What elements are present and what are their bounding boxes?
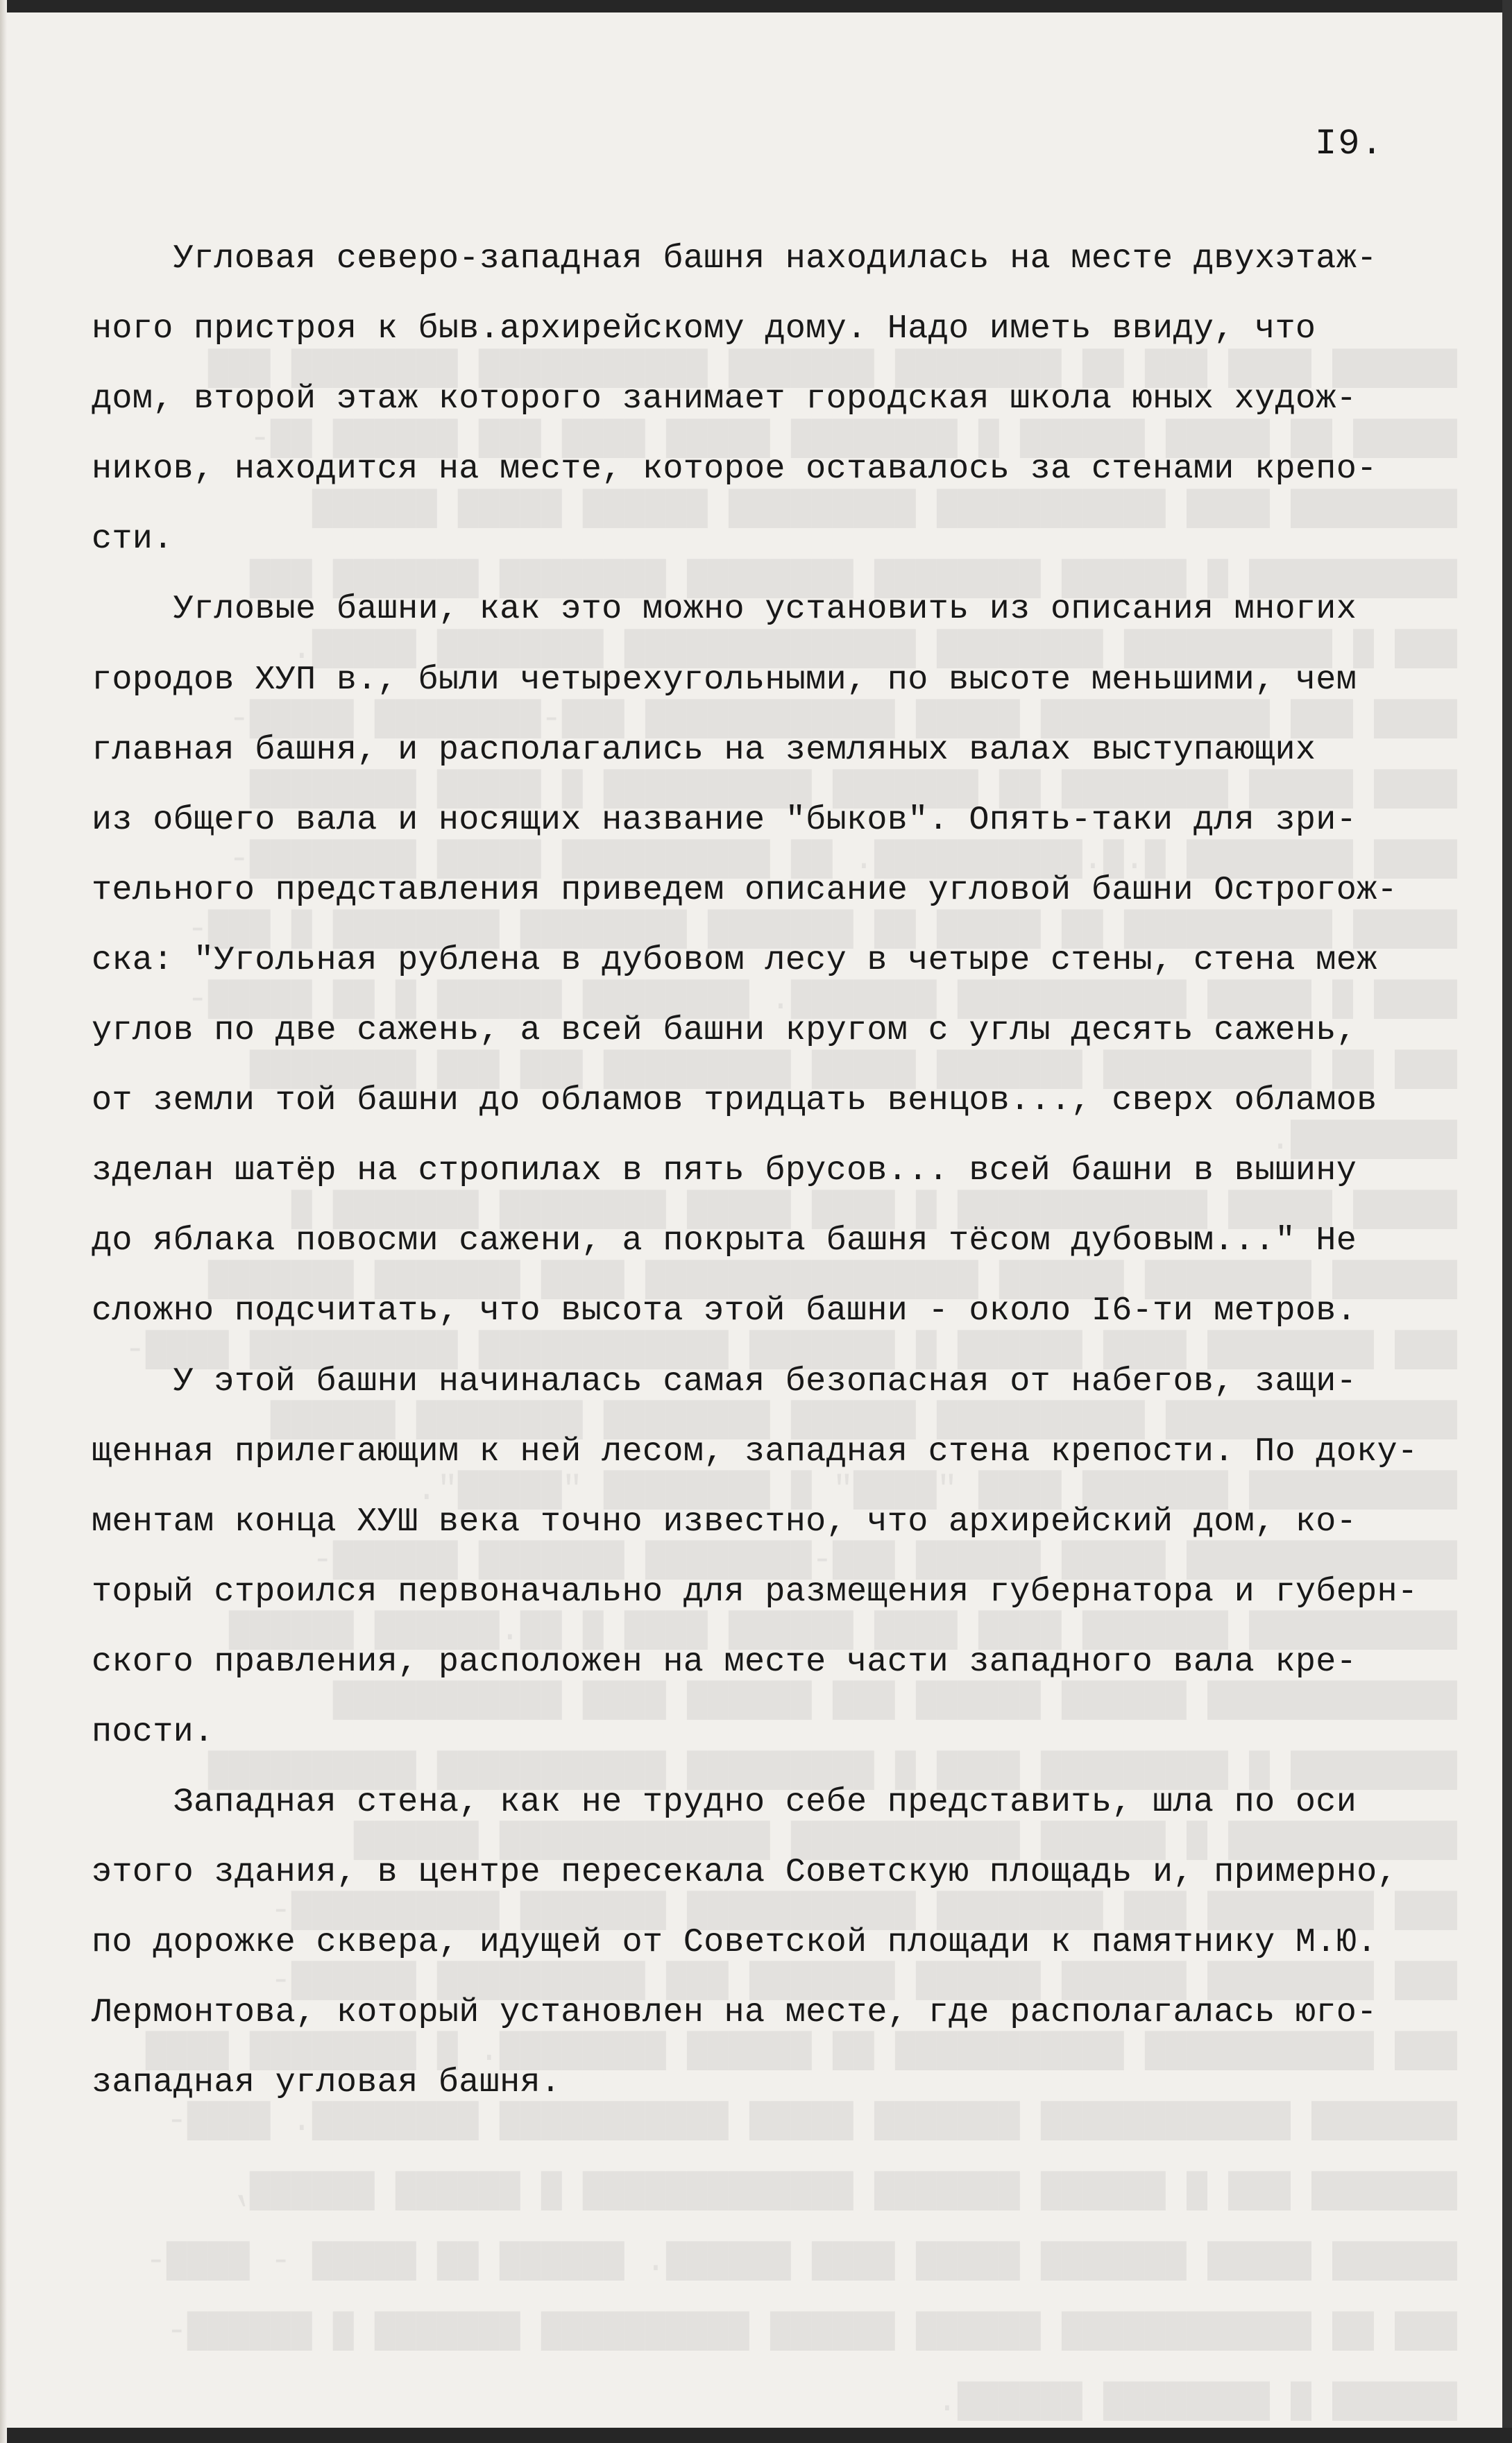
text-line: зделан шатёр на стропилах в пять брусов... всей башни в вышину [92, 1151, 1357, 1190]
text-line: ников, находится на месте, которое оставалось за стенами крепо- [92, 450, 1377, 489]
text-line: пости. [92, 1712, 214, 1751]
text-line: Угловая северо-западная башня находилась на месте двухэтаж- [92, 239, 1377, 278]
text-line: по дорожке сквера, идущей от Советской площади к памятнику М.Ю. [92, 1923, 1377, 1962]
scanner-edge-top [0, 0, 1512, 12]
text-line: дом, второй этаж которого занимает городская школа юных худож- [92, 380, 1357, 419]
text-line: из общего вала и носящих название "быков". Опять-таки для зри- [92, 800, 1357, 839]
text-line: Западная стена, как не трудно себе представить, шла по оси [92, 1783, 1357, 1822]
text-line: Лермонтова, который установлен на месте, где располагалась юго- [92, 1993, 1377, 2032]
typed-text-body [92, 223, 1486, 2118]
scanner-edge-right [1502, 0, 1512, 2443]
text-line: торый строился первоначально для размещения губернатора и губерн- [92, 1572, 1418, 1611]
text-line: Угловые башни, как это можно установить из описания многих [92, 590, 1357, 629]
text-line: западная угловая башня. [92, 2063, 561, 2102]
text-line: ского правления, расположен на месте части западного вала кре- [92, 1642, 1357, 1681]
bleed-through-texture: ██████ ████ ███ ██ ████████ ███████ ███████████ ████████ ███ █████ ██ █████ ██████ █ ████████ █████ ████ ███ ██████ ██- ████████ ████ ███████████ █████████ ██████ █████ ██████ ██████████ █ ██████ ████████ ████████ ████████ ███████ ███ ███ █ ██████████ ████████ ██████████████ ████████ █████. ████ ███ ███████████ █████ ████████████ ███-████████ █████- ████ █████ ████████ ██ ███████ ██████████ █ █████ ████████ ████ ████████ █.█.██████████. ██ ██████████ █████ ████████- █████ ██████████ ██ █████ ██ ███████ ████████ ████████ █ ███- ████ █ █████ ███████████ ███████. ████████ ██████ █ ██ █████- ███ ██ ██████████ ███████ █████ █████████ ███ ███ ████████ ████████. █████ █████ ████████████ █ ████ █████ ████████ ███████ █ ██████ ████████ ██████ ████████████████ ████ ███████ ███████ ███ ████████ ████ ██████ █ ███████ ████████████ ██████████ ████- ██████████████ ██████████ ██████ ████████ ████████ ██████ ██████████ ███████ ████ "████" █ ████████ "█████". █████████████ █████ ██████ ███-████████ ███████ ██████- ██████████ ███████ ████ ████ ██████ ████ █ ██.██████ ██████ ████████████ ██████ ██████ ███ ██████ ████ ███████████ ████████ █ █████████ ████ █ █████████ ███████████ ██████████ ███████████ █ ██████ ███████████ █████████████ ██████ ███ ████████ ███ ████████ ███████████ ███████ ██████████- ███ ████████ ██████ ██████ ███████ ███ ██████████ ██████- ███ ███████████ ███████████ ██ ██████ ████████. █ ████████ ████ ███████ ████████████ ███████ █████ ███████████ ████████. ████- ███████ ███ █ ██████ ███████ █████████████ █ ██████ ██████, ██████ █████ ███████ █████ ████ ██████. ██████ ██ █████ - ████- ███ ██ ████████████ ██████ ██████ ██████████ ███████ █ ██████- ██████ █ ████████ ██████. [124, 349, 1457, 2421]
text-line: ментам конца ХУШ века точно известно, что архирейский дом, ко- [92, 1502, 1357, 1541]
text-line: углов по две сажень, а всей башни кругом с углы десять сажень, [92, 1011, 1357, 1050]
text-line: сти. [92, 520, 173, 559]
text-line: щенная прилегающим к ней лесом, западная стена крепости. По доку- [92, 1432, 1418, 1471]
text-line: от земли той башни до обламов тридцать венцов..., сверх обламов [92, 1081, 1377, 1120]
text-line: ного пристроя к быв.архирейскому дому. Надо иметь ввиду, что [92, 310, 1316, 348]
text-line: сложно подсчитать, что высота этой башни - около I6-ти метров. [92, 1292, 1357, 1330]
text-line: городов ХУП в., были четырехугольными, по высоте меньшими, чем [92, 660, 1357, 699]
text-line: У этой башни начиналась самая безопасная от набегов, защи- [92, 1362, 1357, 1401]
text-line: ска: "Угольная рублена в дубовом лесу в четыре стены, стена меж [92, 940, 1377, 979]
text-line: главная башня, и располагались на земляных валах выступающих [92, 730, 1316, 769]
text-line: тельного представления приведем описание угловой башни Острогож- [92, 870, 1398, 909]
text-line: этого здания, в центре пересекала Советскую площадь и, примерно, [92, 1853, 1398, 1892]
paper-edge-left [0, 0, 7, 2443]
text-line: до яблака повосми сажени, а покрыта башня тёсом дубовым..." Не [92, 1222, 1357, 1260]
page-number: I9. [1315, 124, 1384, 164]
